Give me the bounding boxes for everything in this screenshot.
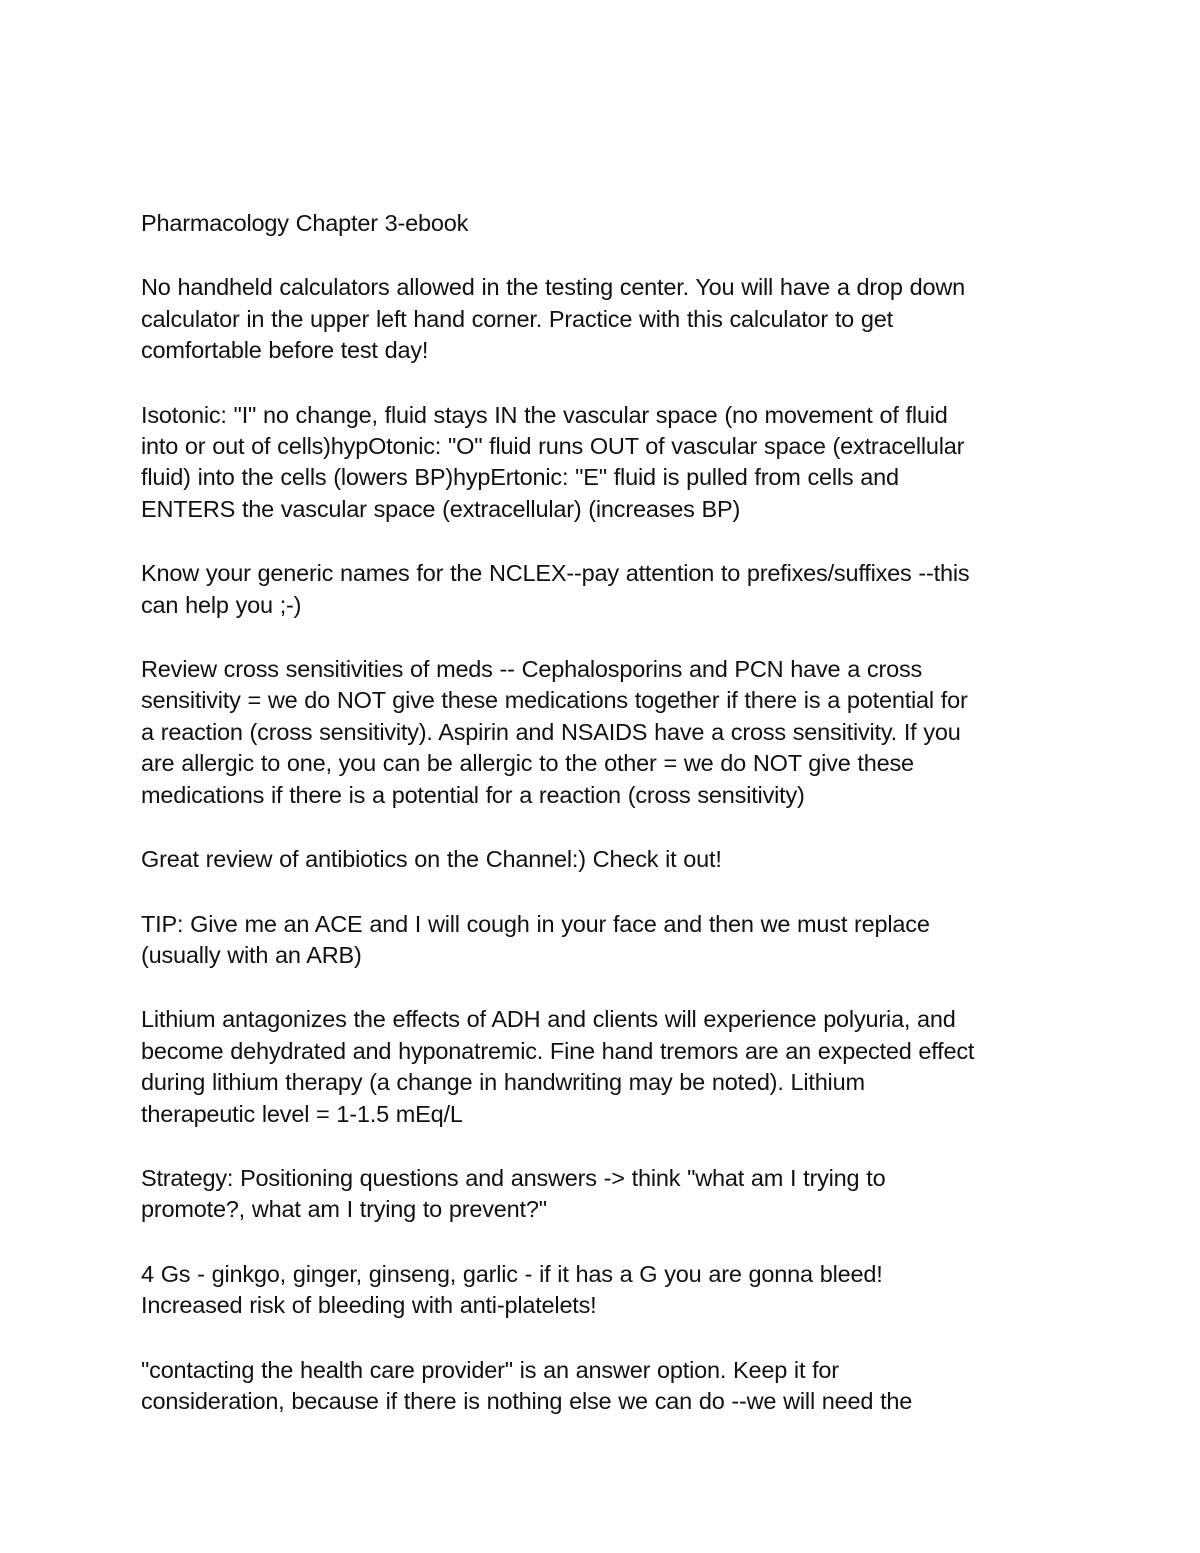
paragraph-spacer xyxy=(141,1322,1071,1355)
document-title: Pharmacology Chapter 3-ebook xyxy=(141,210,469,236)
paragraph-spacer xyxy=(141,1130,1071,1163)
paragraph-calculators: No handheld calculators allowed in the testing center. You will have a drop down calculator in the upper left hand corner. Practice with this calculator to get comfortable before test day! xyxy=(141,274,965,364)
paragraph-spacer xyxy=(141,811,1071,844)
paragraph-health-care-provider: "contacting the health care provider" is an answer option. Keep it for consideration, because if there is nothing else we can do --we will need the xyxy=(141,1356,913,1414)
paragraph-spacer xyxy=(141,367,1071,400)
paragraph-antibiotics-review: Great review of antibiotics on the Channel:) Check it out! xyxy=(141,846,722,873)
paragraph-spacer xyxy=(141,971,1071,1004)
paragraph-cross-sensitivities: Review cross sensitivities of meds -- Cephalosporins and PCN have a cross sensitivity = we do NOT give these medications together if there is a potential for a reaction (cross sensitivity). Aspirin and NSAIDS have a cross sensitivity. If you are allergic to one, you can be allergic to the other = we do NOT give these medications if there is a potential for a reaction (cross sensitivity) xyxy=(141,656,968,808)
paragraph-spacer xyxy=(141,876,1071,909)
paragraph-spacer xyxy=(141,1226,1071,1259)
paragraph-tonicity: Isotonic: "I" no change, fluid stays IN the vascular space (no movement of fluid into or out of cells)hypOtonic: "O" fluid runs OUT of vascular space (extracellular fluid) into the cells (lowers BP)hypErtonic: "E" fluid is pulled from cells and ENTERS the vascular space (extracellular) (increases BP) xyxy=(141,401,965,522)
paragraph-positioning-strategy: Strategy: Positioning questions and answers -> think "what am I trying to promote?, what am I trying to prevent?" xyxy=(141,1164,886,1223)
paragraph-spacer xyxy=(141,239,1071,272)
document-body xyxy=(141,208,1071,1417)
paragraph-spacer xyxy=(141,621,1071,654)
paragraph-spacer xyxy=(141,525,1071,558)
paragraph-ace-tip: TIP: Give me an ACE and I will cough in your face and then we must replace (usually with an ARB) xyxy=(141,910,930,968)
paragraph-four-gs: 4 Gs - ginkgo, ginger, ginseng, garlic - if it has a G you are gonna bleed! Increased risk of bleeding with anti-platelets! xyxy=(141,1260,883,1319)
paragraph-lithium: Lithium antagonizes the effects of ADH and clients will experience polyuria, and become dehydrated and hyponatremic. Fine hand tremors are an expected effect during lithium therapy (a change in handwriting may be noted). Lithium therapeutic level = 1-1.5 mEq/L xyxy=(141,1006,975,1127)
paragraph-generic-names: Know your generic names for the NCLEX--pay attention to prefixes/suffixes --this can help you ;-) xyxy=(141,560,970,618)
